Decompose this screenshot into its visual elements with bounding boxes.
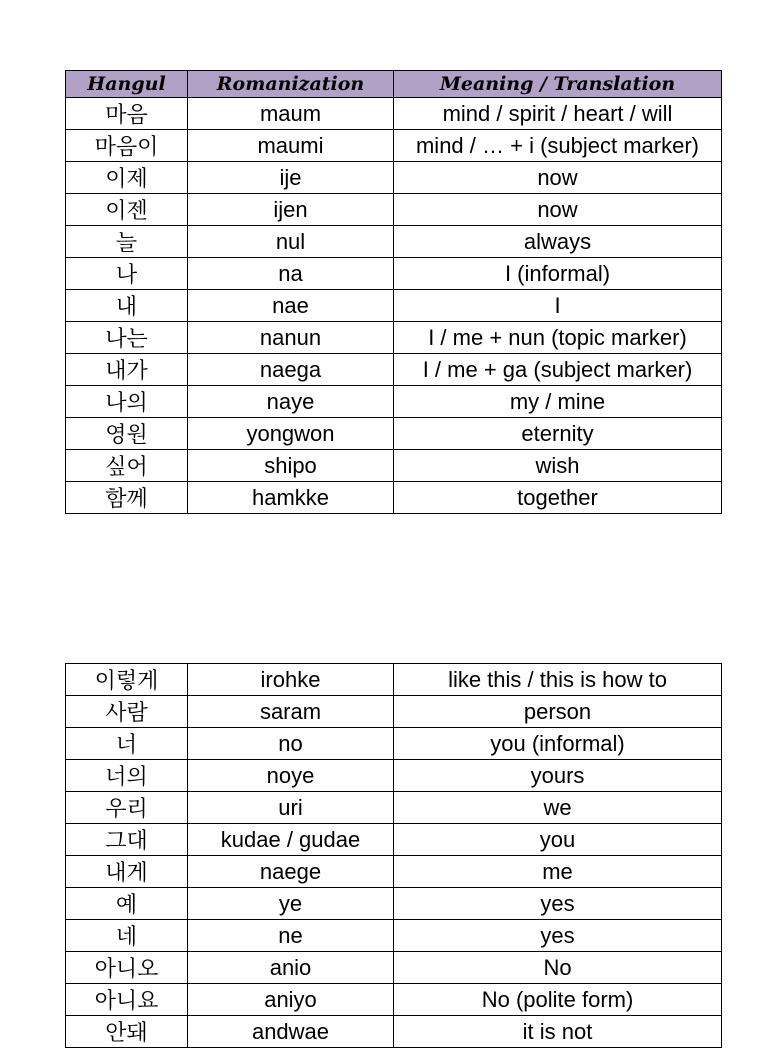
meaning-cell: we bbox=[394, 792, 722, 824]
vocabulary-table-2 bbox=[65, 663, 722, 1048]
romanization-cell: naege bbox=[188, 856, 394, 888]
hangul-cell: 내 bbox=[66, 290, 188, 322]
hangul-cell: 마음이 bbox=[66, 130, 188, 162]
table-row bbox=[66, 856, 722, 888]
table-row bbox=[66, 888, 722, 920]
hangul-cell: 그대 bbox=[66, 824, 188, 856]
header-meaning: Meaning / Translation bbox=[394, 71, 722, 98]
table-row bbox=[66, 162, 722, 194]
romanization-cell: kudae / gudae bbox=[188, 824, 394, 856]
meaning-cell: you bbox=[394, 824, 722, 856]
hangul-cell: 영원 bbox=[66, 418, 188, 450]
meaning-cell: always bbox=[394, 226, 722, 258]
hangul-cell: 네 bbox=[66, 920, 188, 952]
meaning-cell: I bbox=[394, 290, 722, 322]
romanization-cell: maum bbox=[188, 98, 394, 130]
table-row bbox=[66, 728, 722, 760]
table-row bbox=[66, 696, 722, 728]
meaning-cell: now bbox=[394, 194, 722, 226]
hangul-cell: 마음 bbox=[66, 98, 188, 130]
romanization-cell: no bbox=[188, 728, 394, 760]
table-row bbox=[66, 258, 722, 290]
hangul-cell: 예 bbox=[66, 888, 188, 920]
romanization-cell: na bbox=[188, 258, 394, 290]
meaning-cell: No (polite form) bbox=[394, 984, 722, 1016]
meaning-cell: yes bbox=[394, 920, 722, 952]
romanization-cell: ije bbox=[188, 162, 394, 194]
table-row bbox=[66, 98, 722, 130]
romanization-cell: uri bbox=[188, 792, 394, 824]
meaning-cell: person bbox=[394, 696, 722, 728]
meaning-cell: I (informal) bbox=[394, 258, 722, 290]
meaning-cell: mind / spirit / heart / will bbox=[394, 98, 722, 130]
hangul-cell: 함께 bbox=[66, 482, 188, 514]
hangul-cell: 나는 bbox=[66, 322, 188, 354]
romanization-cell: naega bbox=[188, 354, 394, 386]
table-row bbox=[66, 450, 722, 482]
meaning-cell: I / me + nun (topic marker) bbox=[394, 322, 722, 354]
romanization-cell: nanun bbox=[188, 322, 394, 354]
romanization-cell: maumi bbox=[188, 130, 394, 162]
meaning-cell: now bbox=[394, 162, 722, 194]
hangul-cell: 싶어 bbox=[66, 450, 188, 482]
meaning-cell: mind / … + i (subject marker) bbox=[394, 130, 722, 162]
meaning-cell: like this / this is how to bbox=[394, 664, 722, 696]
table-row bbox=[66, 290, 722, 322]
romanization-cell: ye bbox=[188, 888, 394, 920]
romanization-cell: andwae bbox=[188, 1016, 394, 1048]
hangul-cell: 나의 bbox=[66, 386, 188, 418]
table-row bbox=[66, 418, 722, 450]
hangul-cell: 이젠 bbox=[66, 194, 188, 226]
hangul-cell: 사람 bbox=[66, 696, 188, 728]
table-row bbox=[66, 322, 722, 354]
romanization-cell: yongwon bbox=[188, 418, 394, 450]
meaning-cell: yours bbox=[394, 760, 722, 792]
romanization-cell: saram bbox=[188, 696, 394, 728]
romanization-cell: naye bbox=[188, 386, 394, 418]
table-row bbox=[66, 984, 722, 1016]
romanization-cell: irohke bbox=[188, 664, 394, 696]
table-row bbox=[66, 824, 722, 856]
table-row bbox=[66, 920, 722, 952]
hangul-cell: 늘 bbox=[66, 226, 188, 258]
hangul-cell: 안돼 bbox=[66, 1016, 188, 1048]
hangul-cell: 나 bbox=[66, 258, 188, 290]
meaning-cell: I / me + ga (subject marker) bbox=[394, 354, 722, 386]
hangul-cell: 우리 bbox=[66, 792, 188, 824]
romanization-cell: shipo bbox=[188, 450, 394, 482]
vocabulary-table-1 bbox=[65, 70, 722, 514]
romanization-cell: ne bbox=[188, 920, 394, 952]
header-romanization: Romanization bbox=[188, 71, 394, 98]
romanization-cell: nul bbox=[188, 226, 394, 258]
romanization-cell: nae bbox=[188, 290, 394, 322]
romanization-cell: noye bbox=[188, 760, 394, 792]
table-row bbox=[66, 664, 722, 696]
hangul-cell: 내가 bbox=[66, 354, 188, 386]
romanization-cell: aniyo bbox=[188, 984, 394, 1016]
meaning-cell: yes bbox=[394, 888, 722, 920]
hangul-cell: 이렇게 bbox=[66, 664, 188, 696]
header-hangul: Hangul bbox=[66, 71, 188, 98]
romanization-cell: ijen bbox=[188, 194, 394, 226]
header-row bbox=[66, 71, 722, 98]
romanization-cell: anio bbox=[188, 952, 394, 984]
meaning-cell: it is not bbox=[394, 1016, 722, 1048]
table-row bbox=[66, 1016, 722, 1048]
meaning-cell: eternity bbox=[394, 418, 722, 450]
meaning-cell: together bbox=[394, 482, 722, 514]
table-row bbox=[66, 226, 722, 258]
table-row bbox=[66, 482, 722, 514]
meaning-cell: wish bbox=[394, 450, 722, 482]
meaning-cell: No bbox=[394, 952, 722, 984]
hangul-cell: 너 bbox=[66, 728, 188, 760]
table-row bbox=[66, 952, 722, 984]
table-row bbox=[66, 130, 722, 162]
meaning-cell: my / mine bbox=[394, 386, 722, 418]
hangul-cell: 아니요 bbox=[66, 984, 188, 1016]
table-row bbox=[66, 792, 722, 824]
meaning-cell: me bbox=[394, 856, 722, 888]
table-row bbox=[66, 354, 722, 386]
hangul-cell: 이제 bbox=[66, 162, 188, 194]
table-row bbox=[66, 760, 722, 792]
table-row bbox=[66, 194, 722, 226]
hangul-cell: 아니오 bbox=[66, 952, 188, 984]
meaning-cell: you (informal) bbox=[394, 728, 722, 760]
hangul-cell: 내게 bbox=[66, 856, 188, 888]
hangul-cell: 너의 bbox=[66, 760, 188, 792]
table-row bbox=[66, 386, 722, 418]
romanization-cell: hamkke bbox=[188, 482, 394, 514]
